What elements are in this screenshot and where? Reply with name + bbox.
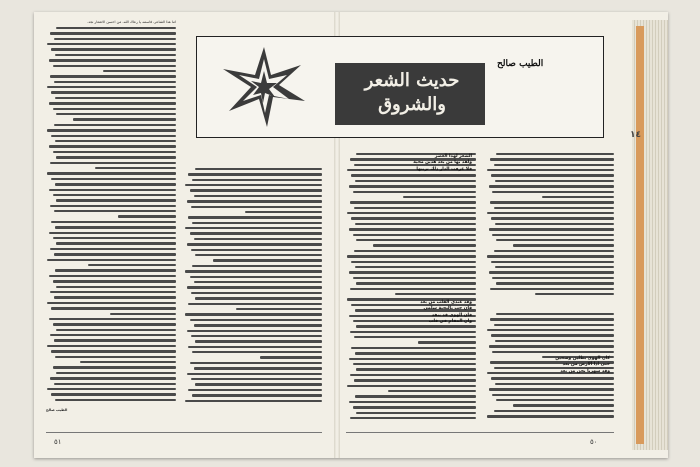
- article-author: الطيب صالح: [497, 59, 544, 69]
- text-line: [46, 306, 176, 311]
- text-line: [46, 155, 176, 160]
- text-line: [184, 334, 322, 339]
- verse-line: وقد عندي القلب من بعد: [420, 300, 472, 305]
- text-line: [184, 183, 322, 188]
- text-line: [184, 377, 322, 382]
- text-line: [346, 405, 476, 410]
- text-line: [486, 157, 614, 162]
- text-line: [486, 414, 614, 419]
- verse-line: وان المقام في قلب: [428, 319, 472, 325]
- left-page-signature-line: [46, 408, 176, 413]
- text-line: [486, 398, 614, 403]
- verse-block-bottom: [490, 356, 610, 375]
- text-line: [346, 184, 476, 189]
- text-line: [46, 139, 176, 144]
- text-line: [486, 184, 614, 189]
- text-line: [46, 333, 176, 338]
- verse-line: كان الهوى بطلين وصحين: [555, 356, 610, 361]
- text-line: [46, 31, 176, 36]
- left-page-column-1-body: [46, 26, 176, 406]
- text-line: [46, 376, 176, 381]
- text-line: [46, 112, 176, 117]
- left-page-intro: اما هذا الشاعر، فاسمه يا رعاك الله، من احسن الاشعار نجد.: [87, 20, 176, 24]
- verse-block-top: [352, 154, 472, 173]
- text-line: [486, 344, 614, 349]
- article-title-box: [196, 36, 604, 138]
- text-line: [346, 335, 476, 340]
- text-line: [346, 378, 476, 383]
- text-line: [346, 281, 476, 286]
- verse-line: الشعر لهذا العصر: [434, 154, 472, 159]
- text-line: [46, 209, 176, 214]
- text-line: [184, 393, 322, 398]
- left-page-column-2: [184, 167, 322, 407]
- text-line: [346, 416, 476, 421]
- text-line: [184, 199, 322, 204]
- text-line: [46, 387, 176, 392]
- right-page-footer-rule: [346, 432, 614, 433]
- left-page-signature: الطيب صالح: [46, 408, 68, 412]
- text-line: [184, 323, 322, 328]
- page-edge-stripe: [636, 26, 644, 444]
- page-stack-edge: [632, 20, 668, 450]
- text-line: [486, 238, 614, 243]
- starburst-logo-icon: [221, 45, 307, 129]
- text-line: [486, 328, 614, 333]
- side-page-number: ١٤: [630, 130, 641, 140]
- text-line: [46, 58, 176, 63]
- text-line: [486, 281, 614, 286]
- text-line: [46, 182, 176, 187]
- text-line: [486, 265, 614, 270]
- text-line: [184, 226, 322, 231]
- verse-block-middle: [352, 300, 472, 326]
- verse-line: وقد سهرنا نحن من بعد: [560, 368, 610, 374]
- text-line: [486, 292, 614, 297]
- text-line: [184, 296, 322, 301]
- right-page-column-1: [346, 152, 476, 422]
- verse-line: فان الهوى قد ينفد: [431, 312, 472, 318]
- verse-line: ولقد بها من بعد هذين محبة: [413, 160, 472, 166]
- text-line: [346, 238, 476, 243]
- text-line: [46, 42, 176, 47]
- text-line: [184, 172, 322, 177]
- left-page-number: ٥١: [54, 438, 62, 446]
- text-line: [46, 193, 176, 198]
- text-line: [46, 398, 176, 403]
- article-title: حديث الشعر والشروق: [364, 70, 460, 115]
- right-page-number: ٥٠: [590, 438, 598, 446]
- text-line: [346, 265, 476, 270]
- verse-line: فلا عرفت الدار ذلك تربتها: [416, 166, 472, 172]
- text-line: [486, 211, 614, 216]
- text-line: [486, 317, 614, 322]
- text-line: [346, 211, 476, 216]
- text-line: [46, 85, 176, 90]
- text-line: [46, 252, 176, 257]
- left-page-footer-rule: [46, 432, 322, 433]
- text-line: [46, 236, 176, 241]
- left-page-column-1: [46, 20, 176, 25]
- text-line: [46, 279, 176, 284]
- text-line: [346, 362, 476, 367]
- text-line: [184, 280, 322, 285]
- text-line: [184, 350, 322, 355]
- verse-line: حتى اذا الارض من بعد: [562, 362, 610, 368]
- text-line: [486, 168, 614, 173]
- text-line: [184, 253, 322, 258]
- verse-line: فان حب بالتحية سلمي: [423, 306, 472, 312]
- right-page-column-2: [486, 152, 614, 302]
- text-line: [46, 290, 176, 295]
- text-line: [184, 399, 322, 404]
